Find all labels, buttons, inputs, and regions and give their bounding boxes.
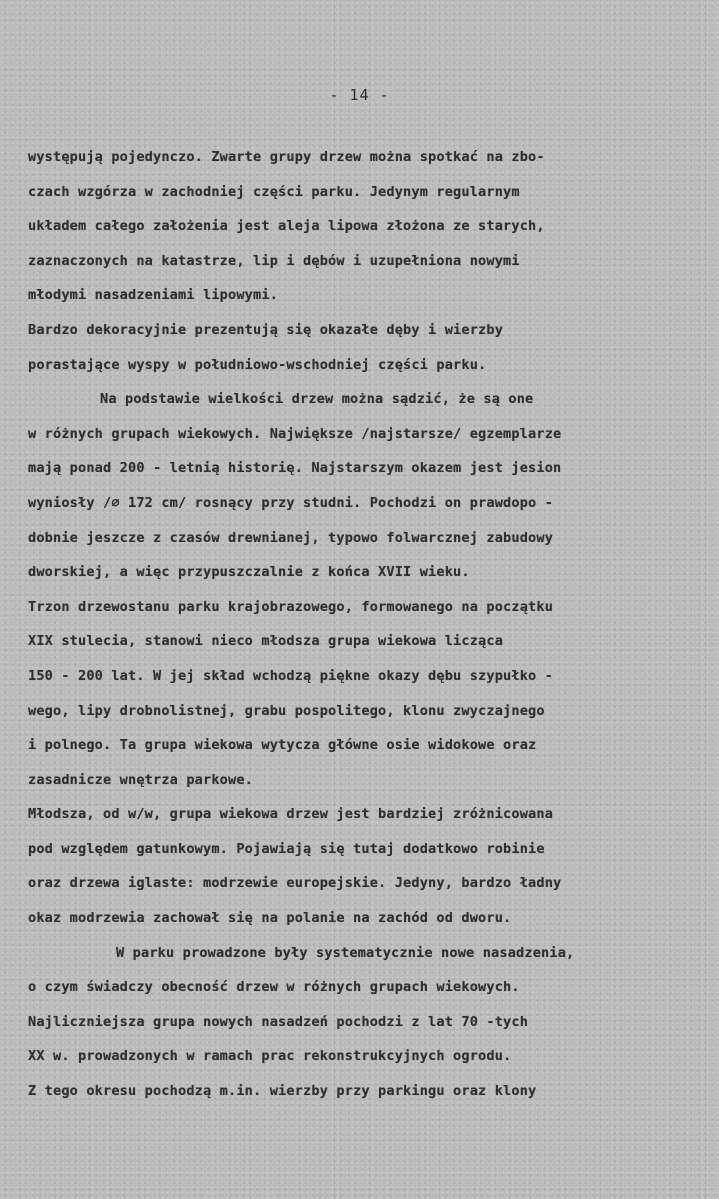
text-line: występują pojedynczo. Zwarte grupy drzew można spotkać na zbo- [28,149,545,165]
text-line: w różnych grupach wiekowych. Największe /najstarsze/ egzemplarze [28,425,562,442]
text-line: zasadnicze wnętrza parkowe. [28,771,254,788]
text-line: o czym świadczy obecność drzew w różnych grupach wiekowych. [28,979,520,996]
text-line: i polnego. Ta grupa wiekowa wytycza główne osie widokowe oraz [28,737,537,754]
text-line: XX w. prowadzonych w ramach prac rekonstrukcyjnych ogrodu. [28,1048,512,1065]
text-line: czach wzgórza w zachodniej części parku. Jedynym regularnym [28,183,520,200]
text-line: Bardzo dekoracyjnie prezentują się okazałe dęby i wierzby [28,321,504,338]
text-line: pod względem gatunkowym. Pojawiają się tutaj dodatkowo robinie [28,840,545,857]
document-body [28,140,698,1109]
text-line: okaz modrzewia zachował się na polanie na zachód od dworu. [28,910,512,927]
text-line: Młodsza, od w/w, grupa wiekowa drzew jest bardziej zróżnicowana [28,806,554,823]
text-line: dworskiej, a więc przypuszczalnie z końca XVII wieku. [28,564,470,581]
text-line: dobnie jeszcze z czasów drewnianej, typowo folwarcznej zabudowy [28,529,554,546]
page-number: - 14 - [329,86,390,104]
text-line: wego, lipy drobnolistnej, grabu pospolitego, klonu zwyczajnego [28,702,545,719]
text-line: układem całego założenia jest aleja lipowa złożona ze starych, [28,218,545,235]
text-line: oraz drzewa iglaste: modrzewie europejskie. Jedyny, bardzo ładny [28,875,562,892]
text-line: porastające wyspy w południowo-wschodniej części parku. [28,356,487,373]
text-line: 150 - 200 lat. W jej skład wchodzą piękne okazy dębu szypułko - [28,667,554,684]
text-line: W parku prowadzone były systematycznie nowe nasadzenia, [116,944,575,961]
text-line: Trzon drzewostanu parku krajobrazowego, formowanego na początku [28,598,554,615]
text-line: Najliczniejsza grupa nowych nasadzeń pochodzi z lat 70 -tych [28,1013,529,1030]
text-line: XIX stulecia, stanowi nieco młodsza grupa wiekowa licząca [28,633,504,650]
text-line: wyniosły /∅ 172 cm/ rosnący przy studni. Pochodzi on prawdopo - [28,494,554,511]
text-line: młodymi nasadzeniami lipowymi. [28,287,279,304]
text-line: Z tego okresu pochodzą m.in. wierzby przy parkingu oraz klony [28,1083,537,1100]
text-line: zaznaczonych na katastrze, lip i dębów i uzupełniona nowymi [28,252,520,269]
text-line: Na podstawie wielkości drzew można sądzić, że są one [100,391,534,408]
text-line: mają ponad 200 - letnią historię. Najstarszym okazem jest jesion [28,460,562,477]
